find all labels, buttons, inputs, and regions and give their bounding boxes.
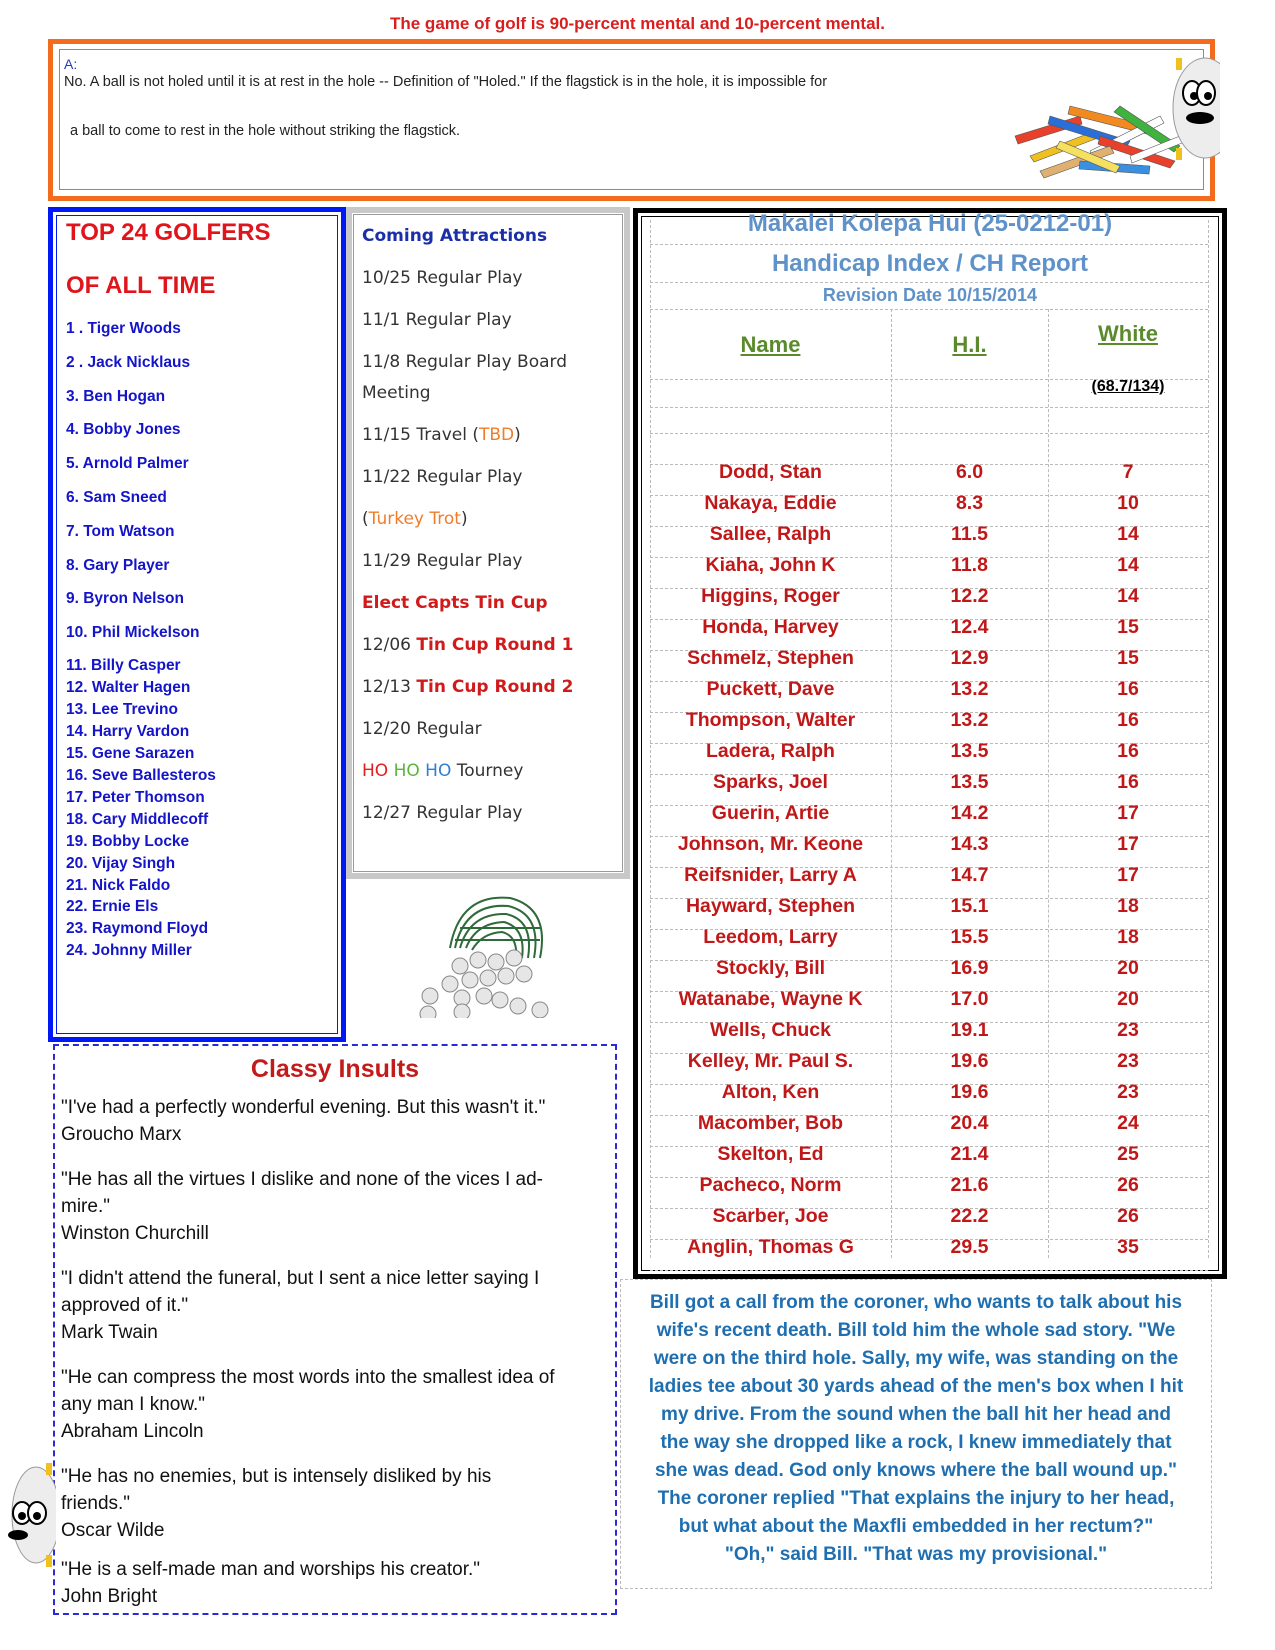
attraction-item: 10/25 Regular Play bbox=[362, 268, 523, 288]
attraction-item: 11/22 Regular Play bbox=[362, 467, 523, 487]
golfer-item: 5. Arnold Palmer bbox=[66, 455, 189, 473]
player-name: Hayward, Stephen bbox=[685, 895, 856, 917]
golf-tees-image bbox=[1010, 96, 1185, 184]
insult-quote: "He can compress the most words into the smallest idea of bbox=[61, 1367, 555, 1388]
handicap-index: 8.3 bbox=[955, 492, 984, 514]
handicap-row bbox=[650, 1170, 1208, 1201]
player-name: Thompson, Walter bbox=[685, 709, 856, 731]
handicap-index: 17.0 bbox=[950, 988, 989, 1010]
insult-quote: "He is a self-made man and worships his creator." bbox=[61, 1559, 481, 1580]
attraction-item: 12/13 Tin Cup Round 2 bbox=[362, 677, 574, 697]
attraction-item: 11/1 Regular Play bbox=[362, 310, 512, 330]
handicap-row bbox=[650, 457, 1208, 488]
insult-author: Oscar Wilde bbox=[61, 1520, 165, 1541]
handicap-index: 14.2 bbox=[950, 802, 989, 824]
handicap-index: 13.2 bbox=[950, 678, 989, 700]
handicap-row bbox=[650, 612, 1208, 643]
handicap-row bbox=[650, 798, 1208, 829]
golfer-item: 2 . Jack Nicklaus bbox=[66, 353, 191, 371]
course-handicap: 14 bbox=[1117, 523, 1139, 545]
golfer-item: 14. Harry Vardon bbox=[66, 722, 190, 740]
insult-quote: "He has all the virtues I dislike and none of the vices I ad- bbox=[61, 1169, 544, 1190]
course-handicap: 16 bbox=[1117, 678, 1139, 700]
player-name: Ladera, Ralph bbox=[706, 740, 835, 762]
column-header-name: Name bbox=[740, 332, 801, 357]
insult-quote: "I didn't attend the funeral, but I sent a nice letter saying I bbox=[61, 1268, 540, 1289]
course-handicap: 18 bbox=[1117, 895, 1139, 917]
golfer-item: 9. Byron Nelson bbox=[66, 590, 184, 608]
handicap-row bbox=[650, 674, 1208, 705]
handicap-row bbox=[650, 581, 1208, 612]
joke-line: were on the third hole. Sally, my wife, was standing on the bbox=[653, 1348, 1179, 1369]
course-handicap: 35 bbox=[1117, 1236, 1139, 1258]
column-header-white: White bbox=[1098, 321, 1158, 346]
handicap-row bbox=[650, 550, 1208, 581]
insult-author: Groucho Marx bbox=[61, 1124, 182, 1145]
joke-line: the way she dropped like a rock, I knew immediately that bbox=[660, 1432, 1172, 1453]
insult-quote: "I've had a perfectly wonderful evening. But this wasn't it." bbox=[61, 1097, 546, 1118]
player-name: Reifsnider, Larry A bbox=[684, 864, 857, 886]
handicap-index: 19.6 bbox=[950, 1081, 989, 1103]
top-golfers-title-line2: OF ALL TIME bbox=[66, 272, 216, 299]
golfer-item: 11. Billy Casper bbox=[66, 657, 181, 674]
golfer-item: 22. Ernie Els bbox=[66, 898, 159, 916]
course-handicap: 15 bbox=[1117, 647, 1139, 669]
classy-insults-title: Classy Insults bbox=[250, 1055, 420, 1083]
course-handicap: 16 bbox=[1117, 771, 1139, 793]
golfer-item: 19. Bobby Locke bbox=[66, 832, 190, 850]
player-name: Kiaha, John K bbox=[705, 554, 836, 576]
handicap-index: 22.2 bbox=[950, 1205, 989, 1227]
handicap-row bbox=[650, 705, 1208, 736]
insult-quote: mire." bbox=[61, 1196, 110, 1217]
handicap-index: 15.1 bbox=[950, 895, 989, 917]
course-handicap: 10 bbox=[1117, 492, 1139, 514]
joke-line: The coroner replied "That explains the injury to her head, bbox=[657, 1488, 1175, 1509]
handicap-club-title: Makalei Kolepa Hui (25-0212-01) bbox=[747, 210, 1113, 237]
golfer-item: 21. Nick Faldo bbox=[66, 876, 171, 894]
golfer-item: 17. Peter Thomson bbox=[66, 788, 205, 806]
handicap-index: 13.5 bbox=[950, 771, 989, 793]
handicap-index: 12.4 bbox=[950, 616, 989, 638]
golfer-item: 1 . Tiger Woods bbox=[66, 320, 181, 337]
player-name: Anglin, Thomas G bbox=[687, 1236, 854, 1258]
joke-line: wife's recent death. Bill told him the whole sad story. "We bbox=[656, 1320, 1176, 1341]
handicap-index: 13.5 bbox=[950, 740, 989, 762]
player-name: Alton, Ken bbox=[721, 1081, 820, 1103]
handicap-index: 13.2 bbox=[950, 709, 989, 731]
joke-line: "Oh," said Bill. "That was my provisional." bbox=[724, 1544, 1108, 1565]
attraction-item: 11/15 Travel (TBD) bbox=[362, 425, 521, 445]
handicap-index: 12.9 bbox=[950, 647, 989, 669]
handicap-index: 21.6 bbox=[950, 1174, 989, 1196]
golfer-item: 6. Sam Sneed bbox=[66, 489, 167, 506]
insult-quote: "He has no enemies, but is intensely disliked by his bbox=[61, 1466, 492, 1487]
course-handicap: 16 bbox=[1117, 709, 1139, 731]
joke-line: but what about the Maxfli embedded in her rectum?" bbox=[678, 1516, 1154, 1537]
handicap-index: 11.8 bbox=[951, 554, 988, 576]
player-name: Dodd, Stan bbox=[719, 461, 822, 483]
handicap-row bbox=[650, 519, 1208, 550]
attractions-title: Coming Attractions bbox=[362, 226, 548, 246]
player-name: Sparks, Joel bbox=[713, 771, 828, 793]
header-quote: The game of golf is 90-percent mental and 10-percent mental. bbox=[389, 14, 885, 33]
handicap-row bbox=[650, 488, 1208, 519]
handicap-index: 11.5 bbox=[951, 523, 988, 545]
golfer-item: 12. Walter Hagen bbox=[66, 678, 191, 696]
handicap-row bbox=[650, 643, 1208, 674]
tbd-label: TBD bbox=[478, 425, 515, 445]
golfer-item: 18. Cary Middlecoff bbox=[66, 810, 209, 828]
course-handicap: 18 bbox=[1117, 926, 1139, 948]
column-header-hi: H.I. bbox=[952, 332, 987, 357]
joke-line: Bill got a call from the coroner, who wants to talk about his bbox=[649, 1292, 1183, 1313]
handicap-index: 12.2 bbox=[950, 585, 989, 607]
player-name: Macomber, Bob bbox=[697, 1112, 844, 1134]
player-name: Honda, Harvey bbox=[702, 616, 839, 638]
player-name: Higgins, Roger bbox=[701, 585, 840, 607]
handicap-row bbox=[650, 736, 1208, 767]
white-tee-rating: (68.7/134) bbox=[1091, 378, 1165, 395]
course-handicap: 26 bbox=[1117, 1174, 1139, 1196]
course-handicap: 20 bbox=[1117, 988, 1139, 1010]
turkey-trot-label: Turkey Trot bbox=[368, 509, 461, 529]
handicap-report-title: Handicap Index / CH Report bbox=[771, 250, 1089, 277]
golfer-item: 7. Tom Watson bbox=[66, 522, 175, 540]
player-name: Kelley, Mr. Paul S. bbox=[687, 1050, 854, 1072]
handicap-row bbox=[650, 1139, 1208, 1170]
player-name: Leedom, Larry bbox=[703, 926, 838, 948]
answer-text-line2: a ball to come to rest in the hole without striking the flagstick. bbox=[70, 123, 461, 139]
golf-ball-mascot-icon bbox=[1170, 48, 1220, 173]
joke-line: ladies tee about 30 yards ahead of the men's box when I hit bbox=[648, 1376, 1184, 1397]
handicap-row bbox=[650, 984, 1208, 1015]
attraction-item: 12/20 Regular bbox=[362, 719, 482, 739]
attraction-item: (Turkey Trot) bbox=[362, 509, 468, 529]
golf-ball-mascot-left-icon bbox=[4, 1455, 56, 1575]
player-name: Nakaya, Eddie bbox=[704, 492, 837, 514]
attraction-item: 12/27 Regular Play bbox=[362, 803, 523, 823]
handicap-index: 16.9 bbox=[950, 957, 989, 979]
insult-author: Mark Twain bbox=[61, 1322, 158, 1343]
course-handicap: 23 bbox=[1117, 1050, 1139, 1072]
revision-date: Revision Date 10/15/2014 bbox=[822, 285, 1038, 305]
course-handicap: 15 bbox=[1117, 616, 1139, 638]
handicap-index: 19.6 bbox=[950, 1050, 989, 1072]
handicap-index: 6.0 bbox=[955, 461, 984, 483]
course-handicap: 26 bbox=[1117, 1205, 1139, 1227]
handicap-index: 14.3 bbox=[950, 833, 989, 855]
handicap-index: 21.4 bbox=[950, 1143, 989, 1165]
course-handicap: 17 bbox=[1117, 802, 1139, 824]
golfer-item: 23. Raymond Floyd bbox=[66, 920, 209, 938]
handicap-row bbox=[650, 1232, 1208, 1263]
player-name: Schmelz, Stephen bbox=[687, 647, 854, 669]
golfer-item: 20. Vijay Singh bbox=[66, 854, 176, 872]
handicap-row bbox=[650, 829, 1208, 860]
player-name: Puckett, Dave bbox=[706, 678, 835, 700]
course-handicap: 17 bbox=[1117, 864, 1139, 886]
course-handicap: 14 bbox=[1117, 554, 1139, 576]
handicap-row bbox=[650, 1108, 1208, 1139]
answer-label: A: bbox=[64, 56, 78, 72]
player-name: Sallee, Ralph bbox=[709, 523, 832, 545]
insult-quote: approved of it." bbox=[61, 1295, 189, 1316]
insult-author: Winston Churchill bbox=[61, 1223, 209, 1244]
top-golfers-title-line1: TOP 24 GOLFERS bbox=[66, 219, 271, 246]
golfer-item: 24. Johnny Miller bbox=[66, 942, 192, 960]
joke-text bbox=[620, 1289, 1212, 1569]
course-handicap: 16 bbox=[1117, 740, 1139, 762]
joke-line: she was dead. God only knows where the ball wound up." bbox=[654, 1460, 1178, 1481]
golfer-item: 4. Bobby Jones bbox=[66, 421, 181, 439]
handicap-row bbox=[650, 1077, 1208, 1108]
attraction-item: Elect Capts Tin Cup bbox=[362, 593, 548, 613]
player-name: Stockly, Bill bbox=[715, 957, 826, 979]
player-name: Watanabe, Wayne K bbox=[678, 988, 863, 1010]
insult-quote: friends." bbox=[61, 1493, 131, 1514]
handicap-row bbox=[650, 1015, 1208, 1046]
attraction-item: 12/06 Tin Cup Round 1 bbox=[362, 635, 574, 655]
course-handicap: 24 bbox=[1117, 1112, 1139, 1134]
insult-quote: any man I know." bbox=[61, 1394, 206, 1415]
player-name: Wells, Chuck bbox=[709, 1019, 831, 1041]
player-name: Scarber, Joe bbox=[712, 1205, 829, 1227]
golfer-item: 16. Seve Ballesteros bbox=[66, 766, 216, 784]
handicap-index: 14.7 bbox=[950, 864, 989, 886]
golfer-item: 8. Gary Player bbox=[66, 556, 170, 574]
handicap-row bbox=[650, 953, 1208, 984]
attraction-item: Meeting bbox=[362, 383, 431, 403]
course-handicap: 23 bbox=[1117, 1081, 1139, 1103]
course-handicap: 25 bbox=[1117, 1143, 1139, 1165]
handicap-index: 15.5 bbox=[950, 926, 989, 948]
golfer-item: 15. Gene Sarazen bbox=[66, 744, 195, 762]
handicap-index: 20.4 bbox=[950, 1112, 989, 1134]
player-name: Johnson, Mr. Keone bbox=[677, 833, 864, 855]
player-name: Guerin, Artie bbox=[711, 802, 830, 824]
handicap-row bbox=[650, 1201, 1208, 1232]
handicap-row bbox=[650, 922, 1208, 953]
golfer-item: 3. Ben Hogan bbox=[66, 387, 166, 405]
handicap-row bbox=[650, 1046, 1208, 1077]
insult-author: Abraham Lincoln bbox=[61, 1421, 204, 1442]
course-handicap: 17 bbox=[1117, 833, 1139, 855]
joke-line: my drive. From the sound when the ball hit her head and bbox=[661, 1404, 1171, 1425]
insult-author: John Bright bbox=[61, 1586, 158, 1607]
handicap-row bbox=[650, 860, 1208, 891]
handicap-row bbox=[650, 767, 1208, 798]
handicap-index: 29.5 bbox=[950, 1236, 989, 1258]
range-ball-basket-image bbox=[400, 888, 560, 1018]
player-name: Pacheco, Norm bbox=[699, 1174, 842, 1196]
player-name: Skelton, Ed bbox=[717, 1143, 824, 1165]
golfer-item: 13. Lee Trevino bbox=[66, 700, 178, 718]
attraction-item: 11/8 Regular Play Board bbox=[362, 352, 568, 372]
handicap-index: 19.1 bbox=[950, 1019, 989, 1041]
course-handicap: 23 bbox=[1117, 1019, 1139, 1041]
attraction-item: HO HO HO Tourney bbox=[362, 761, 524, 781]
course-handicap: 7 bbox=[1122, 461, 1134, 483]
handicap-row bbox=[650, 891, 1208, 922]
answer-text-line1: No. A ball is not holed until it is at rest in the hole -- Definition of "Holed." If the flagstick is in the hole, it is impossible for bbox=[64, 74, 828, 90]
attraction-item: 11/29 Regular Play bbox=[362, 551, 523, 571]
golfer-item: 10. Phil Mickelson bbox=[66, 624, 200, 642]
course-handicap: 14 bbox=[1117, 585, 1139, 607]
course-handicap: 20 bbox=[1117, 957, 1139, 979]
